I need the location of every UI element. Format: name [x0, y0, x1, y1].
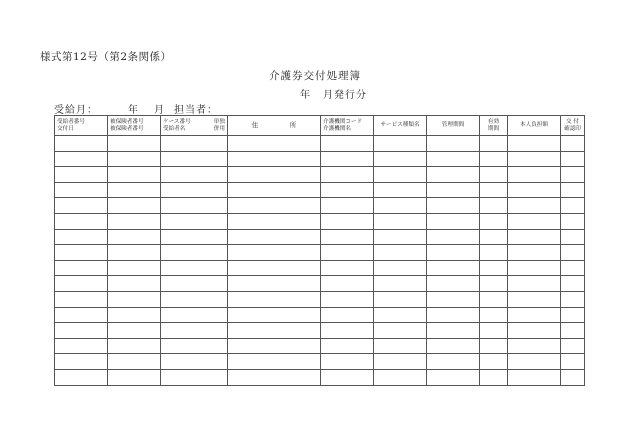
table-cell-insured[interactable] — [108, 198, 161, 214]
table-cell-recipient[interactable] — [55, 338, 108, 354]
table-cell-mgmt_period[interactable] — [427, 276, 480, 292]
document-title: 介護券交付処理簿 — [269, 70, 361, 82]
table-cell-case[interactable] — [161, 260, 228, 276]
header-delivery-confirm — [561, 116, 585, 136]
table-cell-case[interactable] — [161, 167, 228, 183]
month-label: 月 — [154, 105, 165, 116]
header-text: 所 — [289, 121, 297, 129]
header-text: 確認印 — [564, 125, 581, 132]
table-cell-case[interactable] — [161, 369, 228, 385]
table-cell-case[interactable] — [161, 151, 228, 167]
table-cell-valid_period[interactable] — [480, 291, 508, 307]
table-cell-valid_period[interactable] — [480, 167, 508, 183]
table-cell-address[interactable] — [228, 151, 321, 167]
header-text: 被保険者番号 — [110, 118, 144, 125]
header-text: 管理期間 — [441, 122, 465, 128]
table-cell-delivery[interactable] — [561, 198, 585, 214]
table-cell-case[interactable] — [161, 245, 228, 261]
table-cell-address[interactable] — [228, 354, 321, 370]
header-text: 受給者番号 — [57, 118, 85, 125]
table-cell-case[interactable] — [161, 323, 228, 339]
table-cell-case[interactable] — [161, 338, 228, 354]
table-cell-delivery[interactable] — [561, 307, 585, 323]
table-cell-recipient[interactable] — [55, 260, 108, 276]
table-cell-care_code[interactable] — [321, 245, 374, 261]
header-text: 本人負担額 — [520, 122, 548, 128]
table-cell-valid_period[interactable] — [480, 245, 508, 261]
table-cell-delivery[interactable] — [561, 245, 585, 261]
header-line — [161, 119, 227, 126]
header-text: 単独 — [213, 118, 225, 125]
table-cell-mgmt_period[interactable] — [427, 136, 480, 152]
table-cell-care_code[interactable] — [321, 338, 374, 354]
header-text: 期間 — [487, 125, 500, 132]
meta-row — [54, 101, 218, 116]
form-number: 様式第12号（第2条関係） — [40, 51, 172, 63]
table-cell-service[interactable] — [374, 354, 427, 370]
table-cell-care_code[interactable] — [321, 307, 374, 323]
header-text: サービス種類名 — [380, 122, 420, 128]
table-cell-address[interactable] — [228, 291, 321, 307]
table-cell-delivery[interactable] — [561, 323, 585, 339]
table-cell-delivery[interactable] — [561, 369, 585, 385]
table-row — [55, 276, 585, 292]
issue-period — [300, 86, 367, 101]
header-valid-period — [480, 116, 508, 136]
table-cell-address[interactable] — [228, 307, 321, 323]
table-row — [55, 136, 585, 152]
table-cell-address[interactable] — [228, 276, 321, 292]
table-cell-mgmt_period[interactable] — [427, 354, 480, 370]
table-cell-mgmt_period[interactable] — [427, 307, 480, 323]
table-cell-valid_period[interactable] — [480, 151, 508, 167]
table-cell-mgmt_period[interactable] — [427, 245, 480, 261]
table-cell-mgmt_period[interactable] — [427, 167, 480, 183]
table-cell-copay[interactable] — [508, 338, 561, 354]
header-text: 介護機関コード — [323, 118, 363, 125]
table-cell-mgmt_period[interactable] — [427, 291, 480, 307]
table-cell-service[interactable] — [374, 198, 427, 214]
table-cell-service[interactable] — [374, 338, 427, 354]
header-recipient — [55, 116, 108, 136]
supply-month-label: 受給月： — [54, 105, 98, 116]
table-cell-service[interactable] — [374, 245, 427, 261]
table-cell-delivery[interactable] — [561, 276, 585, 292]
table-cell-recipient[interactable] — [55, 136, 108, 152]
table-cell-recipient[interactable] — [55, 198, 108, 214]
table-cell-insured[interactable] — [108, 354, 161, 370]
table-cell-address[interactable] — [228, 229, 321, 245]
table-cell-valid_period[interactable] — [480, 307, 508, 323]
table-cell-insured[interactable] — [108, 338, 161, 354]
year-label: 年 — [128, 105, 139, 116]
table-header-row — [55, 116, 585, 136]
table-cell-valid_period[interactable] — [480, 323, 508, 339]
header-care-code — [321, 116, 374, 136]
table-cell-case[interactable] — [161, 213, 228, 229]
table-cell-recipient[interactable] — [55, 291, 108, 307]
header-copay — [508, 116, 561, 136]
header-text: 交 付 — [566, 118, 579, 125]
table-cell-insured[interactable] — [108, 291, 161, 307]
table-cell-recipient[interactable] — [55, 213, 108, 229]
header-line — [161, 126, 227, 133]
table-cell-service[interactable] — [374, 151, 427, 167]
issue-month-label: 月発行分 — [323, 90, 367, 101]
table-cell-insured[interactable] — [108, 369, 161, 385]
table-cell-copay[interactable] — [508, 198, 561, 214]
table-cell-recipient[interactable] — [55, 276, 108, 292]
table-cell-recipient[interactable] — [55, 323, 108, 339]
table-cell-delivery[interactable] — [561, 136, 585, 152]
table-cell-address[interactable] — [228, 260, 321, 276]
table-cell-recipient[interactable] — [55, 369, 108, 385]
table-cell-service[interactable] — [374, 167, 427, 183]
table-cell-case[interactable] — [161, 307, 228, 323]
table-cell-valid_period[interactable] — [480, 338, 508, 354]
table-cell-mgmt_period[interactable] — [427, 213, 480, 229]
header-address — [228, 116, 321, 136]
table-cell-copay[interactable] — [508, 323, 561, 339]
table-cell-copay[interactable] — [508, 260, 561, 276]
table-row — [55, 338, 585, 354]
table-cell-copay[interactable] — [508, 213, 561, 229]
table-cell-delivery[interactable] — [561, 260, 585, 276]
table-cell-insured[interactable] — [108, 167, 161, 183]
header-text: ケース番号 — [163, 118, 191, 125]
table-cell-case[interactable] — [161, 136, 228, 152]
table-cell-delivery[interactable] — [561, 167, 585, 183]
table-cell-delivery[interactable] — [561, 151, 585, 167]
table-cell-address[interactable] — [228, 338, 321, 354]
table-row — [55, 167, 585, 183]
table-cell-recipient[interactable] — [55, 354, 108, 370]
table-cell-service[interactable] — [374, 323, 427, 339]
table-cell-care_code[interactable] — [321, 136, 374, 152]
table-cell-address[interactable] — [228, 167, 321, 183]
table-cell-insured[interactable] — [108, 307, 161, 323]
table-row — [55, 182, 585, 198]
table-cell-insured[interactable] — [108, 151, 161, 167]
table-cell-care_code[interactable] — [321, 229, 374, 245]
table-cell-insured[interactable] — [108, 213, 161, 229]
table-cell-mgmt_period[interactable] — [427, 338, 480, 354]
table-cell-valid_period[interactable] — [480, 260, 508, 276]
table-cell-address[interactable] — [228, 323, 321, 339]
table-cell-copay[interactable] — [508, 167, 561, 183]
table-cell-mgmt_period[interactable] — [427, 369, 480, 385]
table-row — [55, 354, 585, 370]
table-cell-recipient[interactable] — [55, 151, 108, 167]
table-cell-valid_period[interactable] — [480, 369, 508, 385]
table-cell-valid_period[interactable] — [480, 136, 508, 152]
table-cell-care_code[interactable] — [321, 182, 374, 198]
table-row — [55, 369, 585, 385]
table-cell-delivery[interactable] — [561, 229, 585, 245]
header-text: 有効 — [487, 118, 500, 125]
header-text: 介護機関名 — [323, 125, 351, 132]
table-row — [55, 213, 585, 229]
table-row — [55, 323, 585, 339]
table-cell-service[interactable] — [374, 369, 427, 385]
table-cell-insured[interactable] — [108, 136, 161, 152]
table-row — [55, 260, 585, 276]
table-cell-copay[interactable] — [508, 291, 561, 307]
table-cell-copay[interactable] — [508, 229, 561, 245]
header-text: 併用 — [213, 125, 225, 132]
table-cell-mgmt_period[interactable] — [427, 229, 480, 245]
table-cell-service[interactable] — [374, 307, 427, 323]
table-row — [55, 245, 585, 261]
header-text: 住 — [251, 121, 259, 129]
table-row — [55, 229, 585, 245]
table-cell-care_code[interactable] — [321, 260, 374, 276]
table-cell-care_code[interactable] — [321, 354, 374, 370]
table-cell-insured[interactable] — [108, 276, 161, 292]
table-cell-recipient[interactable] — [55, 245, 108, 261]
table-cell-valid_period[interactable] — [480, 354, 508, 370]
table-cell-service[interactable] — [374, 213, 427, 229]
table-cell-delivery[interactable] — [561, 182, 585, 198]
table-cell-address[interactable] — [228, 198, 321, 214]
table-cell-service[interactable] — [374, 260, 427, 276]
header-service-type — [374, 116, 427, 136]
table-cell-address[interactable] — [228, 182, 321, 198]
table-cell-insured[interactable] — [108, 182, 161, 198]
table-cell-care_code[interactable] — [321, 276, 374, 292]
issue-year-label: 年 — [300, 90, 311, 101]
table-row — [55, 151, 585, 167]
table-cell-valid_period[interactable] — [480, 276, 508, 292]
table-cell-copay[interactable] — [508, 276, 561, 292]
table-row — [55, 291, 585, 307]
header-insured — [108, 116, 161, 136]
table-cell-mgmt_period[interactable] — [427, 151, 480, 167]
table-cell-mgmt_period[interactable] — [427, 198, 480, 214]
table-cell-case[interactable] — [161, 291, 228, 307]
table-cell-insured[interactable] — [108, 323, 161, 339]
table-cell-delivery[interactable] — [561, 354, 585, 370]
table-cell-case[interactable] — [161, 198, 228, 214]
header-text: 受給者名 — [163, 125, 186, 132]
table-cell-mgmt_period[interactable] — [427, 323, 480, 339]
table-cell-care_code[interactable] — [321, 198, 374, 214]
table-cell-service[interactable] — [374, 136, 427, 152]
register-body — [55, 136, 585, 386]
table-cell-valid_period[interactable] — [480, 229, 508, 245]
table-cell-care_code[interactable] — [321, 151, 374, 167]
table-cell-delivery[interactable] — [561, 291, 585, 307]
table-cell-service[interactable] — [374, 182, 427, 198]
table-cell-address[interactable] — [228, 245, 321, 261]
table-cell-mgmt_period[interactable] — [427, 182, 480, 198]
table-cell-care_code[interactable] — [321, 213, 374, 229]
header-text: 交付日 — [57, 125, 74, 132]
table-cell-address[interactable] — [228, 369, 321, 385]
table-cell-case[interactable] — [161, 229, 228, 245]
table-cell-case[interactable] — [161, 276, 228, 292]
table-cell-copay[interactable] — [508, 151, 561, 167]
table-cell-address[interactable] — [228, 213, 321, 229]
table-cell-mgmt_period[interactable] — [427, 260, 480, 276]
table-cell-copay[interactable] — [508, 354, 561, 370]
table-cell-copay[interactable] — [508, 307, 561, 323]
header-case — [161, 116, 228, 136]
table-cell-copay[interactable] — [508, 182, 561, 198]
header-text: 被保険者番号 — [110, 125, 144, 132]
table-cell-service[interactable] — [374, 276, 427, 292]
table-cell-care_code[interactable] — [321, 167, 374, 183]
table-cell-case[interactable] — [161, 354, 228, 370]
table-cell-recipient[interactable] — [55, 167, 108, 183]
table-cell-insured[interactable] — [108, 260, 161, 276]
table-cell-valid_period[interactable] — [480, 213, 508, 229]
table-cell-copay[interactable] — [508, 245, 561, 261]
table-cell-address[interactable] — [228, 136, 321, 152]
table-cell-care_code[interactable] — [321, 291, 374, 307]
register-table — [54, 115, 585, 386]
table-cell-service[interactable] — [374, 229, 427, 245]
table-cell-service[interactable] — [374, 291, 427, 307]
table-cell-valid_period[interactable] — [480, 198, 508, 214]
table-row — [55, 198, 585, 214]
table-cell-copay[interactable] — [508, 369, 561, 385]
person-in-charge-label: 担当者： — [174, 105, 218, 116]
table-cell-copay[interactable] — [508, 136, 561, 152]
table-cell-care_code[interactable] — [321, 369, 374, 385]
table-cell-recipient[interactable] — [55, 182, 108, 198]
header-management-period — [427, 116, 480, 136]
table-cell-recipient[interactable] — [55, 229, 108, 245]
table-cell-case[interactable] — [161, 182, 228, 198]
table-cell-delivery[interactable] — [561, 338, 585, 354]
table-row — [55, 307, 585, 323]
header-line — [228, 122, 320, 129]
table-cell-delivery[interactable] — [561, 213, 585, 229]
table-cell-valid_period[interactable] — [480, 182, 508, 198]
table-cell-recipient[interactable] — [55, 307, 108, 323]
table-cell-insured[interactable] — [108, 245, 161, 261]
table-cell-care_code[interactable] — [321, 323, 374, 339]
table-cell-insured[interactable] — [108, 229, 161, 245]
